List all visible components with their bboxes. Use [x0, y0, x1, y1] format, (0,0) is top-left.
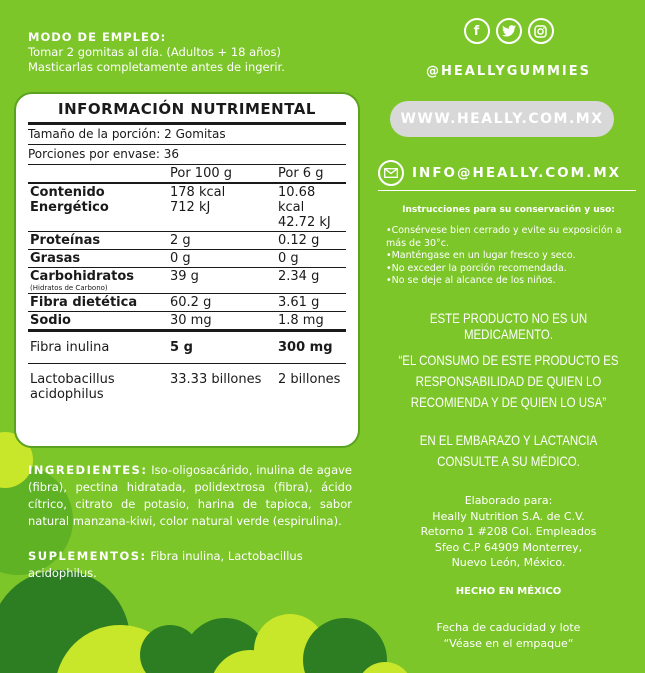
manufacturer-line: Nuevo León, México.: [451, 556, 566, 569]
list-item: • Consérvese bien cerrado y evite su exposición a más de 30°c.: [386, 225, 636, 250]
nutrient-label: Carbohidratos: [30, 269, 135, 284]
table-row: [28, 268, 346, 294]
conservation-list: [386, 225, 636, 288]
table-row: [28, 183, 346, 232]
table-row: [28, 331, 346, 364]
instagram-icon[interactable]: [528, 18, 554, 44]
nutrient-label: Grasas: [28, 250, 168, 268]
table-row: [28, 364, 346, 404]
nutrient-label: Fibra inulina: [28, 331, 168, 364]
divider: [378, 190, 636, 191]
nutrient-value: 33.33 billones: [170, 372, 262, 387]
nutrient-value: 10.68 kcal: [278, 185, 316, 215]
nutrient-value: 0.12 g: [276, 232, 346, 250]
ingredients-label: INGREDIENTES:: [28, 463, 148, 477]
ingredients-section: [28, 462, 352, 530]
nutrient-label: Sodio: [28, 312, 168, 331]
nutrient-value: 60.2 g: [168, 294, 276, 312]
warning-pregnancy: EN EL EMBARAZO Y LACTANCIA CONSULTE A SU MÉDICO.: [419, 432, 598, 469]
usage-title: MODO DE EMPLEO:: [28, 30, 167, 44]
twitter-icon[interactable]: [496, 18, 522, 44]
list-item: • No se deje al alcance de los niños.: [386, 275, 636, 288]
nutrient-sublabel: (Hidratos de Carbono): [30, 284, 108, 292]
manufacturer-line: Sfeo C.P 64909 Monterrey,: [434, 540, 583, 554]
nutrient-value: 3.61 g: [276, 294, 346, 312]
made-in-label: HECHO EN MÉXICO: [455, 586, 562, 597]
manufacturer-line: Heally Nutrition S.A. de C.V.: [432, 509, 585, 523]
expiry-line: Fecha de caducidad y lote: [436, 621, 581, 634]
table-row: [28, 232, 346, 250]
facebook-icon[interactable]: f: [464, 18, 490, 44]
serving-size: Tamaño de la porción: 2 Gomitas: [28, 125, 346, 145]
nutrient-value: 42.72 kJ: [278, 215, 331, 230]
website-link[interactable]: WWW.HEALLY.COM.MX: [390, 101, 614, 137]
serving-info: [16, 125, 358, 165]
supplements-label: SUPLEMENTOS:: [28, 549, 147, 563]
nutrient-value: 0 g: [168, 250, 276, 268]
manufacturer-line: Retorno 1 #208 Col. Empleados: [420, 525, 597, 538]
email-contact[interactable]: [378, 160, 643, 186]
nutrient-value: 0 g: [276, 250, 346, 268]
mail-icon: [378, 160, 404, 186]
nutrient-value: 2 g: [168, 232, 276, 250]
nutrient-label: Contenido Energético: [28, 183, 168, 232]
list-item: • Manténgase en un lugar fresco y seco.: [386, 250, 636, 263]
nutrient-label: Fibra dietética: [28, 294, 168, 312]
nutrition-facts-panel: [14, 92, 360, 448]
conservation-title: Instrucciones para su conservación y uso:: [402, 205, 615, 215]
nutrient-value: 178 kcal: [170, 185, 226, 200]
nutrient-value: 300 mg: [276, 331, 346, 364]
nutrient-value: 2.34 g: [276, 268, 346, 294]
nutrient-label: Lactobacillus acidophilus: [30, 372, 115, 402]
nutrition-header-row: [28, 165, 346, 183]
nutrient-label: Proteínas: [28, 232, 168, 250]
manufacturer-line: Elaborado para:: [464, 494, 553, 507]
nutrient-value: 1.8 mg: [276, 312, 346, 331]
nutrient-value: 39 g: [168, 268, 276, 294]
expiry-info: [372, 620, 645, 651]
manufacturer-info: [372, 493, 645, 571]
nutrition-title: INFORMACIÓN NUTRIMENTAL: [28, 94, 346, 125]
table-row: [28, 294, 346, 312]
servings-per-container: Porciones por envase: 36: [28, 145, 346, 165]
nutrient-value: 2 billones: [278, 372, 341, 387]
ingredients-text: Iso-oligosacárido, inulina de agave (fibra), pectina hidratada, polidextrosa (fibra), ácido cítrico, citrato de potasio, harina de tapioca, sabor natural manzana-kiwi, color natural verde (espirulina).: [28, 463, 352, 528]
warning-responsibility: “EL CONSUMO DE ESTE PRODUCTO ES RESPONSABILIDAD DE QUIEN LO RECOMIENDA Y DE QUIEN LO USA”: [398, 352, 619, 410]
nutrient-value: 30 mg: [168, 312, 276, 331]
usage-line-2: Masticarlas completamente antes de ingerir.: [28, 60, 285, 74]
list-item: • No exceder la porción recomendada.: [386, 263, 636, 276]
social-icons: [372, 18, 645, 44]
email-address[interactable]: INFO@HEALLY.COM.MX: [412, 165, 622, 181]
supplements-text: Fibra inulina, Lactobacillus acidophilus.: [28, 549, 303, 580]
usage-line-1: Tomar 2 gomitas al día. (Adultos + 18 años): [28, 45, 281, 59]
column-per-100g: Por 100 g: [168, 165, 276, 183]
table-row: [28, 312, 346, 331]
nutrient-value: 5 g: [168, 331, 276, 364]
supplements-section: [28, 548, 352, 582]
usage-instructions: [28, 30, 348, 75]
table-row: [28, 250, 346, 268]
social-handle[interactable]: @HEALLYGUMMIES: [426, 64, 591, 79]
nutrient-value: 712 kJ: [170, 200, 211, 215]
expiry-line: “Véase en el empaque“: [443, 636, 574, 650]
column-per-serving: Por 6 g: [276, 165, 346, 183]
warning-not-medicine: ESTE PRODUCTO NO ES UN MEDICAMENTO.: [429, 310, 588, 342]
right-column: [372, 0, 645, 673]
nutrition-table: [28, 165, 346, 403]
